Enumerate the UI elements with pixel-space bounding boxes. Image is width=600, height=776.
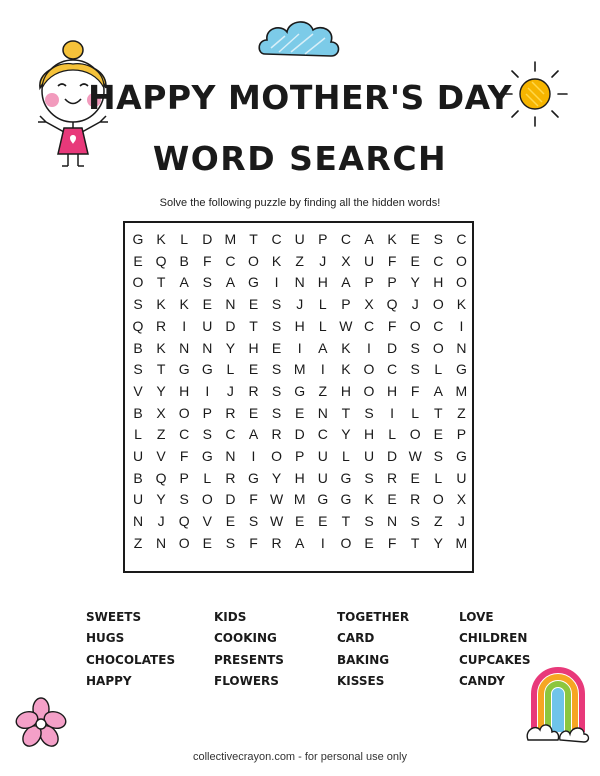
word-list-item: CHILDREN (459, 631, 528, 645)
grid-letter: K (156, 339, 166, 356)
grid-letter: T (156, 274, 166, 291)
grid-letter: O (201, 491, 213, 508)
grid-letter: E (248, 404, 259, 421)
grid-letter: G (248, 469, 259, 486)
grid-letter: A (179, 274, 189, 291)
grid-letter: S (133, 296, 143, 313)
grid-letter: G (201, 448, 213, 464)
grid-letter: S (433, 448, 443, 464)
grid-letter: A (248, 426, 259, 443)
page-subtitle: WORD SEARCH (152, 139, 448, 178)
grid-letter: S (364, 469, 374, 486)
grid-letter: U (202, 317, 213, 334)
grid-letter: A (225, 274, 236, 291)
grid-letter: E (433, 426, 443, 443)
grid-letter: V (133, 382, 143, 399)
grid-letter: K (156, 296, 166, 313)
grid-letter: T (156, 361, 166, 378)
grid-letter: C (179, 426, 190, 443)
grid-letter: E (133, 252, 143, 269)
grid-letter: C (363, 317, 375, 334)
grid-letter: I (205, 382, 210, 399)
grid-letter: O (409, 426, 421, 443)
grid-letter: H (433, 274, 444, 291)
grid-letter: C (387, 361, 398, 378)
grid-letter: J (296, 296, 304, 313)
grid-letter: Q (132, 317, 144, 334)
grid-letter: C (456, 231, 467, 247)
cloud-icon (255, 12, 345, 64)
grid-letter: D (202, 231, 213, 247)
grid-letter: I (367, 339, 371, 356)
grid-letter: G (340, 469, 352, 486)
grid-letter: A (341, 274, 351, 291)
grid-letter: G (340, 491, 352, 508)
grid-letter: C (271, 231, 282, 247)
grid-letter: S (364, 404, 374, 421)
grid-letter: F (203, 252, 212, 269)
grid-letter: Z (434, 513, 443, 530)
grid-letter: F (387, 534, 397, 551)
grid-letter: N (456, 339, 467, 356)
grid-letter: L (203, 469, 212, 486)
grid-letter: I (390, 404, 395, 421)
grid-letter: U (294, 231, 305, 247)
grid-letter: K (387, 231, 397, 247)
grid-letter: W (269, 491, 284, 508)
word-list-item: COOKING (214, 631, 277, 645)
grid-letter: E (410, 469, 420, 486)
grid-letter: T (249, 231, 258, 247)
grid-letter: C (317, 426, 328, 443)
grid-letter: L (226, 361, 235, 378)
grid-letter: L (134, 426, 142, 443)
rainbow-icon (526, 662, 590, 746)
grid-letter: R (248, 382, 259, 399)
grid-letter: H (248, 339, 259, 356)
grid-letter: P (179, 469, 189, 486)
grid-letter: J (457, 513, 465, 530)
instructions-text: Solve the following puzzle by finding all the hidden words! (159, 197, 441, 209)
grid-letter: O (340, 534, 352, 551)
grid-letter: E (202, 296, 212, 313)
grid-letter: U (456, 469, 467, 486)
grid-letter: I (459, 317, 464, 334)
grid-letter: S (410, 513, 420, 530)
grid-letter: S (410, 361, 420, 378)
grid-letter: Z (295, 252, 304, 269)
grid-letter: M (455, 382, 468, 399)
grid-letter: S (133, 361, 143, 378)
grid-letter: W (269, 513, 284, 530)
grid-letter: J (157, 513, 165, 530)
grid-letter: I (274, 274, 279, 291)
grid-letter: R (271, 534, 282, 551)
grid-letter: O (363, 361, 375, 378)
word-list-item: PRESENTS (214, 653, 284, 667)
grid-letter: F (249, 534, 258, 551)
grid-letter: K (364, 491, 374, 508)
grid-letter: N (387, 513, 398, 530)
grid-letter: L (318, 317, 327, 334)
grid-letter: V (156, 448, 166, 464)
grid-letter: U (363, 448, 375, 464)
grid-letter: K (456, 296, 467, 313)
grid-letter: S (271, 361, 282, 378)
grid-letter: I (182, 317, 187, 334)
grid-letter: T (410, 534, 420, 551)
grid-letter: T (249, 317, 258, 334)
grid-letter: R (387, 469, 398, 486)
grid-letter: G (201, 361, 213, 378)
grid-letter: D (387, 448, 398, 464)
grid-letter: A (295, 534, 305, 551)
grid-letter: O (409, 317, 421, 334)
grid-letter: C (225, 252, 236, 269)
grid-letter: Q (386, 296, 398, 313)
grid-letter: O (248, 252, 259, 269)
grid-letter: Y (341, 426, 351, 443)
grid-letter: L (434, 469, 443, 486)
grid-letter: P (341, 296, 351, 313)
grid-letter: U (317, 448, 328, 464)
grid-letter: U (317, 469, 328, 486)
grid-letter: T (434, 404, 443, 421)
grid-letter: K (271, 252, 282, 269)
grid-letter: F (387, 252, 397, 269)
grid-letter: I (320, 534, 325, 551)
grid-letter: Z (133, 534, 143, 551)
grid-letter: S (179, 491, 189, 508)
grid-letter: V (202, 513, 212, 530)
grid-letter: Y (410, 274, 420, 291)
grid-letter: Q (155, 469, 167, 486)
grid-letter: H (294, 317, 305, 334)
grid-letter: I (297, 339, 302, 356)
word-search-grid (123, 221, 474, 573)
grid-letter: J (226, 382, 234, 399)
grid-letter: B (133, 339, 143, 356)
grid-letter: Q (155, 252, 167, 269)
grid-letter: O (455, 274, 467, 291)
grid-letter: H (294, 469, 305, 486)
grid-letter: S (410, 339, 420, 356)
grid-letter: S (364, 513, 374, 530)
grid-letter: K (179, 296, 189, 313)
grid-letter: S (271, 296, 282, 313)
grid-letter: F (410, 382, 420, 399)
grid-letter: F (179, 448, 189, 464)
grid-letter: L (434, 361, 443, 378)
grid-letter: S (271, 404, 282, 421)
grid-letter: N (294, 274, 305, 291)
word-list-item: HAPPY (86, 674, 132, 688)
grid-letter: F (387, 317, 397, 334)
grid-letter: O (455, 252, 467, 269)
grid-letter: L (341, 448, 350, 464)
grid-letter: E (225, 513, 236, 530)
grid-letter: W (339, 317, 353, 334)
grid-letter: R (156, 317, 167, 334)
grid-letter: T (341, 404, 351, 421)
grid-letter: N (132, 513, 144, 530)
grid-letter: P (387, 274, 397, 291)
grid-letter: Y (156, 491, 166, 508)
grid-letter: H (179, 382, 190, 399)
grid-letter: P (456, 426, 467, 443)
word-list-item: FLOWERS (214, 674, 279, 688)
grid-letter: O (178, 534, 190, 551)
grid-letter: C (225, 426, 236, 443)
grid-letter: Z (156, 426, 166, 443)
grid-letter: N (156, 534, 167, 551)
grid-letter: B (133, 404, 143, 421)
grid-letter: U (132, 448, 144, 464)
grid-letter: D (225, 491, 236, 508)
grid-letter: M (293, 491, 306, 508)
grid-letter: E (410, 231, 420, 247)
grid-letter: E (387, 491, 397, 508)
grid-letter: R (225, 469, 236, 486)
word-list-item: CARD (337, 631, 375, 645)
grid-letter: E (410, 252, 420, 269)
grid-letter: D (294, 426, 305, 443)
grid-letter: C (433, 252, 444, 269)
grid-letter: K (156, 231, 166, 247)
grid-letter: O (178, 404, 190, 421)
grid-letter: S (202, 426, 212, 443)
grid-letter: G (317, 491, 329, 508)
grid-letter: E (271, 339, 282, 356)
grid-letter: D (387, 339, 398, 356)
grid-letter: P (202, 404, 212, 421)
grid-letter: O (432, 339, 444, 356)
grid-letter: E (248, 361, 259, 378)
word-list-item: HUGS (86, 631, 125, 645)
word-list-item: CANDY (459, 674, 505, 688)
grid-letter: G (294, 382, 306, 399)
grid-letter: T (341, 513, 351, 530)
grid-letter: S (202, 274, 212, 291)
grid-letter: L (318, 296, 327, 313)
grid-letter: X (341, 252, 351, 269)
grid-letter: E (318, 513, 328, 530)
grid-letter: Y (433, 534, 443, 551)
grid-letter: J (319, 252, 327, 269)
grid-letter: X (364, 296, 374, 313)
word-list-item: BAKING (337, 653, 390, 667)
grid-letter: A (318, 339, 328, 356)
grid-letter: I (251, 448, 256, 464)
grid-letter: M (455, 534, 468, 551)
grid-letter: D (225, 317, 236, 334)
word-list-item: CUPCAKES (459, 653, 531, 667)
grid-letter: C (433, 317, 444, 334)
grid-letter: H (363, 426, 375, 443)
grid-letter: U (132, 491, 144, 508)
grid-letter: A (364, 231, 374, 247)
word-list-item: LOVE (459, 610, 494, 624)
grid-letter: K (341, 361, 351, 378)
grid-letter: E (295, 404, 305, 421)
word-list-item: KIDS (214, 610, 247, 624)
word-list-item: CHOCOLATES (86, 653, 176, 667)
grid-letter: G (178, 361, 190, 378)
grid-letter: Y (156, 382, 166, 399)
grid-letter: S (271, 317, 282, 334)
grid-letter: E (364, 534, 374, 551)
grid-letter: X (156, 404, 166, 421)
grid-letter: X (456, 491, 467, 508)
grid-letter: R (225, 404, 236, 421)
grid-letter: H (387, 382, 398, 399)
grid-letter: P (364, 274, 374, 291)
grid-letter: N (202, 339, 213, 356)
grid-letter: G (248, 274, 259, 291)
grid-letter: Y (271, 469, 282, 486)
grid-letter: N (179, 339, 190, 356)
grid-letter: Z (457, 404, 466, 421)
grid-letter: S (271, 382, 282, 399)
grid-letter: P (318, 231, 328, 247)
word-list-item: KISSES (337, 674, 385, 688)
grid-letter: N (225, 296, 236, 313)
grid-letter: G (455, 361, 467, 378)
word-list-item: SWEETS (86, 610, 142, 624)
grid-letter: B (179, 252, 189, 269)
grid-letter: C (340, 231, 351, 247)
grid-letter: L (411, 404, 420, 421)
flower-icon (14, 696, 68, 750)
grid-letter: R (271, 426, 282, 443)
grid-letter: S (248, 513, 259, 530)
page-title: HAPPY MOTHER'S DAY (88, 78, 512, 117)
grid-letter: O (432, 491, 444, 508)
grid-letter: A (433, 382, 443, 399)
grid-letter: E (202, 534, 212, 551)
grid-letter: R (410, 491, 421, 508)
grid-letter: M (293, 361, 306, 378)
grid-letter: G (132, 231, 144, 247)
grid-letter: W (408, 448, 422, 464)
grid-letter: O (132, 274, 144, 291)
grid-letter: P (295, 448, 305, 464)
grid-letter: L (180, 231, 189, 247)
grid-letter: G (455, 448, 467, 464)
grid-letter: O (432, 296, 444, 313)
grid-letter: K (341, 339, 351, 356)
grid-letter: E (295, 513, 305, 530)
grid-letter: Q (178, 513, 190, 530)
grid-letter: I (320, 361, 325, 378)
word-list-item: TOGETHER (337, 610, 410, 624)
grid-letter: N (225, 448, 236, 464)
grid-letter: O (363, 382, 375, 399)
grid-letter: O (271, 448, 283, 464)
grid-letter: S (225, 534, 236, 551)
grid-letter: J (411, 296, 419, 313)
footer-text: collectivecrayon.com - for personal use only (193, 751, 407, 763)
grid-letter: H (340, 382, 351, 399)
grid-letter: S (433, 231, 443, 247)
grid-letter: U (363, 252, 375, 269)
grid-letter: E (248, 296, 259, 313)
grid-letter: H (317, 274, 328, 291)
grid-letter: Z (318, 382, 328, 399)
grid-letter: L (388, 426, 396, 443)
grid-letter: N (317, 404, 328, 421)
grid-letter: F (249, 491, 258, 508)
grid-letter: Y (225, 339, 236, 356)
grid-letter: B (133, 469, 143, 486)
grid-letter: M (224, 231, 237, 247)
